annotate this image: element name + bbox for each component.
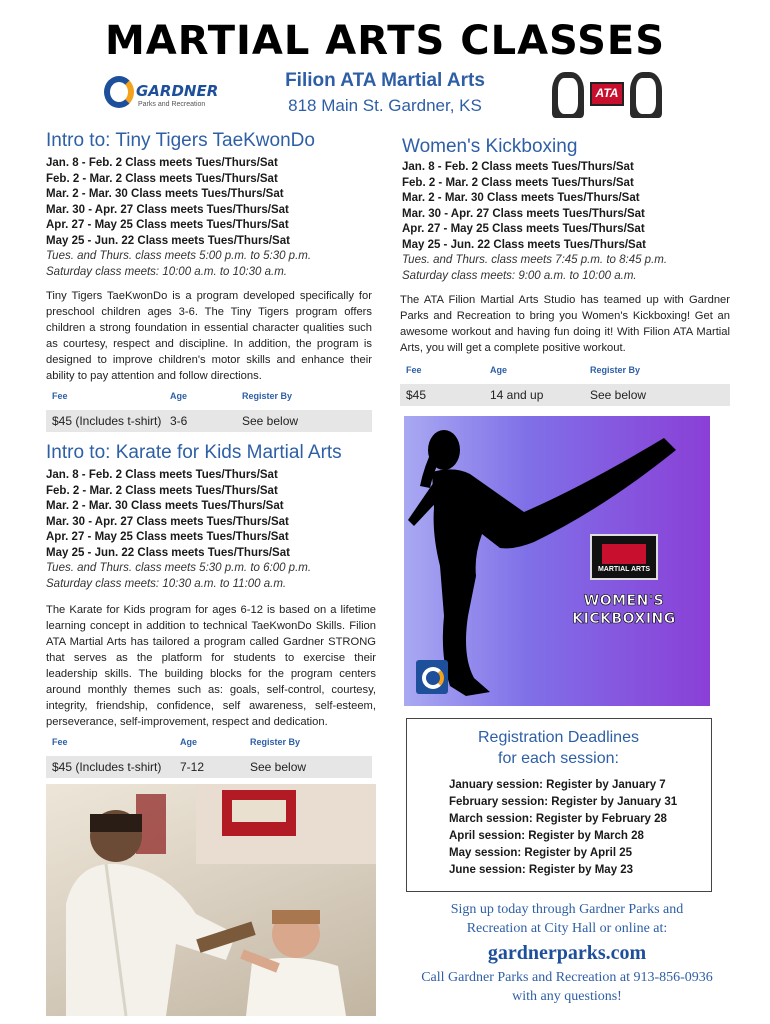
schedule-line: Mar. 2 - Mar. 30 Class meets Tues/Thurs/Sat bbox=[46, 188, 284, 200]
schedule-line: Jan. 8 - Feb. 2 Class meets Tues/Thurs/Sat bbox=[46, 157, 278, 169]
signup-line4: with any questions! bbox=[512, 989, 622, 1004]
schedule-line: Apr. 27 - May 25 Class meets Tues/Thurs/Sat bbox=[46, 219, 289, 231]
signup-line1: Sign up today through Gardner Parks and bbox=[450, 902, 684, 917]
tiny-tigers-description: Tiny Tigers TaeKwonDo is a program developed specifically for preschool children ages 3-6. The Tiny Tigers program offers children a strong foundation in essential character qualities such as courtesy, respect and discipline. In addition, the program is designed to improve children's motor skills and enhance their ability to pay attention and follow directions. bbox=[46, 290, 372, 382]
fee-value: $45 (Includes t-shirt) bbox=[52, 414, 162, 428]
schedule-line: Feb. 2 - Mar. 2 Class meets Tues/Thurs/Sat bbox=[46, 172, 278, 185]
register-value: See below bbox=[242, 414, 299, 428]
filion-ata-badge bbox=[590, 534, 658, 580]
karate-photo-illustration bbox=[46, 784, 376, 1016]
karate-times bbox=[46, 561, 311, 592]
org-name: Filion ATA Martial Arts bbox=[285, 70, 485, 91]
schedule-line: Jan. 8 - Feb. 2 Class meets Tues/Thurs/Sat bbox=[46, 469, 278, 481]
ata-badge-text: ATA bbox=[595, 86, 619, 100]
registration-title-line2: for each session: bbox=[498, 750, 619, 767]
kickboxing-description: The ATA Filion Martial Arts Studio has teamed up with Gardner Parks and Recreation to bring you Women's Kickboxing! Get an awesome workout and having fun doing it! With Filion ATA Martial Arts, you will get a complete positive workout. bbox=[400, 294, 730, 354]
fee-header: Fee bbox=[52, 391, 68, 401]
logo-name: GARDNER bbox=[136, 82, 219, 100]
schedule-line: May 25 - Jun. 22 Class meets Tues/Thurs/Sat bbox=[402, 238, 646, 251]
registration-item: February session: Register by January 31 bbox=[449, 796, 678, 808]
kickboxing-image-title bbox=[544, 592, 704, 628]
logo-sub: Parks and Recreation bbox=[138, 101, 206, 108]
fighter-right-icon bbox=[630, 72, 662, 118]
schedule-line: May 25 - Jun. 22 Class meets Tues/Thurs/Sat bbox=[46, 546, 290, 559]
filion-ata-badge-text: MARTIAL ARTS bbox=[597, 566, 651, 573]
kickboxing-image bbox=[404, 416, 710, 706]
age-value: 3-6 bbox=[170, 414, 188, 428]
tiny-tigers-schedule bbox=[46, 156, 290, 249]
schedule-line: Mar. 2 - Mar. 30 Class meets Tues/Thurs/Sat bbox=[402, 192, 640, 204]
fee-value: $45 bbox=[406, 388, 427, 402]
karate-fee-table bbox=[46, 730, 372, 778]
fee-table-header bbox=[400, 358, 730, 384]
schedule-line: Mar. 30 - Apr. 27 Class meets Tues/Thurs/Sat bbox=[46, 515, 289, 528]
schedule-line: Mar. 2 - Mar. 30 Class meets Tues/Thurs/Sat bbox=[46, 500, 284, 512]
registration-item: March session: Register by February 28 bbox=[449, 813, 667, 825]
karate-schedule bbox=[46, 468, 290, 561]
registration-item: May session: Register by April 25 bbox=[449, 847, 633, 859]
schedule-line: Apr. 27 - May 25 Class meets Tues/Thurs/Sat bbox=[46, 531, 289, 543]
schedule-line: Apr. 27 - May 25 Class meets Tues/Thurs/Sat bbox=[402, 223, 645, 235]
kickboxing-image-line2: KICKBOXING bbox=[572, 611, 676, 627]
signup-block bbox=[404, 900, 730, 1006]
register-value: See below bbox=[590, 388, 647, 402]
karate-photo bbox=[46, 784, 376, 1016]
age-header: Age bbox=[180, 737, 198, 747]
registration-title-line1: Registration Deadlines bbox=[478, 729, 639, 746]
fee-value: $45 (Includes t-shirt) bbox=[52, 760, 162, 774]
karate-title: Intro to: Karate for Kids Martial Arts bbox=[46, 442, 342, 463]
time-line: Tues. and Thurs. class meets 7:45 p.m. to 8:45 p.m. bbox=[402, 254, 668, 266]
register-header: Register By bbox=[250, 737, 301, 747]
register-header: Register By bbox=[590, 365, 641, 375]
page-title: MARTIAL ARTS CLASSES bbox=[104, 18, 666, 64]
schedule-line: Mar. 30 - Apr. 27 Class meets Tues/Thurs/Sat bbox=[46, 203, 289, 216]
tiny-tigers-fee-table bbox=[46, 384, 372, 432]
fee-table-row bbox=[400, 384, 730, 406]
registration-list bbox=[449, 777, 677, 879]
schedule-line: Mar. 30 - Apr. 27 Class meets Tues/Thurs/Sat bbox=[402, 207, 645, 220]
registration-item: June session: Register by May 23 bbox=[449, 864, 634, 876]
register-value: See below bbox=[250, 760, 307, 774]
kicker-silhouette-icon bbox=[404, 416, 710, 706]
age-header: Age bbox=[170, 391, 188, 401]
ata-badge bbox=[552, 68, 662, 120]
registration-title bbox=[407, 727, 710, 769]
registration-box bbox=[406, 718, 712, 892]
fee-header: Fee bbox=[52, 737, 68, 747]
karate-description: The Karate for Kids program for ages 6-12 is based on a lifetime learning concept in addition to technical TaeKwonDo Skills. Filion ATA Martial Arts has tailored a program called Gardner STRONG that serves as the platform for students to exercise their leadership skills. The building blocks for the program centers around monthly themes such as: goals, self-control, courtesy, integrity, friendship, confidence, self awareness, self-esteem, perseverance, self-improvement, respect and dedication. bbox=[46, 604, 376, 728]
schedule-line: Feb. 2 - Mar. 2 Class meets Tues/Thurs/Sat bbox=[46, 484, 278, 497]
signup-url-link[interactable]: gardnerparks.com bbox=[487, 942, 647, 964]
schedule-line: May 25 - Jun. 22 Class meets Tues/Thurs/Sat bbox=[46, 234, 290, 247]
time-line: Saturday class meets: 10:30 a.m. to 11:00 a.m. bbox=[46, 577, 287, 590]
age-value: 14 and up bbox=[490, 388, 544, 402]
time-line: Saturday class meets: 10:00 a.m. to 10:30 a.m. bbox=[46, 265, 287, 278]
gardner-g-icon bbox=[104, 76, 134, 108]
age-header: Age bbox=[490, 365, 508, 375]
signup-line3: Call Gardner Parks and Recreation at 913-856-0936 bbox=[421, 970, 713, 985]
time-line: Saturday class meets: 9:00 a.m. to 10:00 a.m. bbox=[402, 269, 637, 282]
kickboxing-title: Women's Kickboxing bbox=[402, 136, 578, 157]
schedule-line: Jan. 8 - Feb. 2 Class meets Tues/Thurs/Sat bbox=[402, 161, 634, 173]
time-line: Tues. and Thurs. class meets 5:30 p.m. to 6:00 p.m. bbox=[46, 562, 312, 574]
kickboxing-image-line1: WOMEN'S bbox=[583, 593, 665, 609]
time-line: Tues. and Thurs. class meets 5:00 p.m. to 5:30 p.m. bbox=[46, 250, 312, 262]
kickboxing-times bbox=[402, 253, 667, 284]
kickboxing-fee-table bbox=[400, 358, 730, 406]
signup-line2: Recreation at City Hall or online at: bbox=[466, 921, 668, 936]
fee-table-header bbox=[46, 384, 372, 410]
gardner-g-logo-icon bbox=[416, 660, 448, 694]
fee-header: Fee bbox=[406, 365, 422, 375]
fee-table-row bbox=[46, 410, 372, 432]
registration-item: January session: Register by January 7 bbox=[449, 779, 666, 791]
fee-table-header bbox=[46, 730, 372, 756]
gardner-logo bbox=[104, 76, 244, 116]
fee-table-row bbox=[46, 756, 372, 778]
tiny-tigers-title: Intro to: Tiny Tigers TaeKwonDo bbox=[46, 130, 315, 151]
registration-item: April session: Register by March 28 bbox=[449, 830, 644, 842]
fighter-left-icon bbox=[552, 72, 584, 118]
filion-ata-badge-core bbox=[602, 544, 646, 564]
schedule-line: Feb. 2 - Mar. 2 Class meets Tues/Thurs/Sat bbox=[402, 176, 634, 189]
age-value: 7-12 bbox=[180, 760, 205, 774]
kickboxing-schedule bbox=[402, 160, 646, 253]
register-header: Register By bbox=[242, 391, 293, 401]
org-address: 818 Main St. Gardner, KS bbox=[288, 96, 482, 115]
tiny-tigers-times bbox=[46, 249, 311, 280]
